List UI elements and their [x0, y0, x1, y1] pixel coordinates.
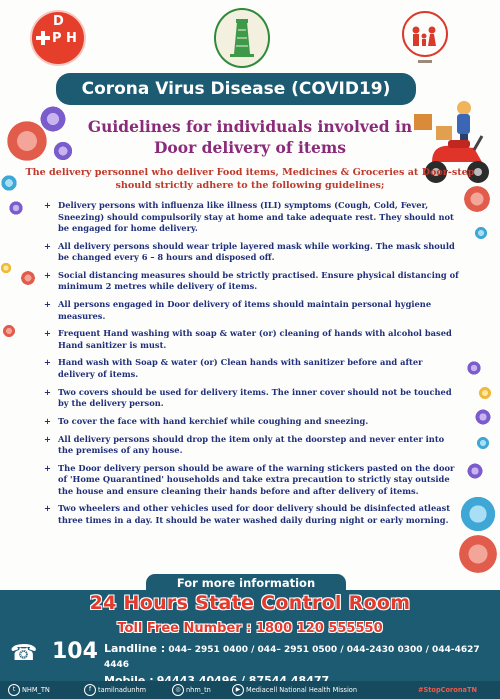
nhm-logo [394, 8, 456, 66]
virus-icon [0, 262, 12, 274]
landline-label: Landline : [104, 642, 166, 655]
bullet-icon: + [44, 357, 51, 368]
more-info-tab: For more information [146, 574, 346, 592]
virus-icon [474, 226, 488, 240]
list-item [44, 270, 460, 293]
bullet-icon: + [44, 240, 51, 251]
social-twitter[interactable] [8, 681, 50, 699]
virus-icon [466, 462, 484, 480]
list-item [44, 328, 460, 351]
list-item [44, 200, 460, 235]
dph-cross-icon [32, 12, 84, 64]
bullet-icon: + [44, 415, 51, 426]
list-item [44, 357, 460, 380]
youtube-icon: ▶ [232, 684, 244, 696]
virus-icon [8, 200, 24, 216]
facebook-handle: tamilnadunhm [98, 686, 147, 694]
guideline-text: Social distancing measures should be strictly practised. Ensure physical distancing of minimum 2 metres while delivery of items. [58, 269, 459, 292]
list-item [44, 241, 460, 264]
list-item [44, 434, 460, 457]
nhm-family-icon [394, 8, 456, 66]
instagram-handle: nhm_tn [186, 686, 211, 694]
list-item [44, 416, 460, 428]
guideline-text: All persons engaged in Door delivery of items should maintain personal hygiene measures. [58, 299, 432, 321]
list-item [44, 503, 460, 526]
phone-icon: ☎ [10, 641, 38, 666]
social-youtube[interactable] [232, 681, 357, 699]
guideline-text: Hand wash with Soap & water (or) Clean hands with sanitizer before and after delivery of items. [58, 357, 423, 379]
social-bar [0, 681, 500, 699]
bullet-icon: + [44, 200, 51, 210]
landline-numbers: 044– 2951 0400 / 044– 2951 0500 / 044-2430 0300 / 044-4627 4446 [104, 645, 480, 670]
toll-free-number: Toll Free Number : 1800 120 555550 [117, 621, 383, 636]
bullet-icon: + [44, 386, 51, 397]
guideline-text: Two covers should be used for delivery items. The inner cover should not be touched by the delivery person. [58, 386, 452, 409]
dph-logo-letter: P [52, 31, 62, 46]
contact-footer [0, 590, 500, 699]
virus-icon [458, 494, 498, 534]
subtitle-line: Door delivery of items [153, 138, 347, 157]
virus-icon [466, 360, 482, 376]
instagram-icon: ◎ [172, 684, 184, 696]
virus-icon [2, 324, 16, 338]
bullet-icon: + [44, 269, 51, 280]
list-item [44, 463, 460, 498]
twitter-handle: NHM_TN [22, 686, 50, 694]
virus-icon [476, 436, 490, 450]
social-instagram[interactable] [172, 681, 211, 699]
list-item [44, 387, 460, 410]
guideline-text: Delivery persons with influenza like illness (ILI) symptoms (Cough, Cold, Fever, Sneezing) should compulsorily stay at home and take adequate rest. They should not be engaged for home delivery. [58, 200, 454, 233]
guidelines-list [44, 200, 460, 533]
helpline-number: 104 [52, 639, 98, 664]
bullet-icon: + [44, 503, 51, 514]
temple-gopuram-icon [216, 10, 268, 66]
virus-icon [20, 270, 36, 286]
virus-icon [456, 532, 500, 576]
virus-icon [474, 408, 492, 426]
social-facebook[interactable] [84, 681, 146, 699]
hashtag: #StopCoronaTN [418, 686, 477, 694]
page-title: Corona Virus Disease (COVID19) [56, 73, 416, 105]
bullet-icon: + [44, 328, 51, 339]
bullet-icon: + [44, 433, 51, 444]
guideline-text: Frequent Hand washing with soap & water (or) cleaning of hands with alcohol based Hand sanitizer is must. [58, 328, 452, 350]
landline-row [104, 641, 500, 673]
dph-logo-letter: D [53, 14, 64, 29]
guideline-text: The Door delivery person should be aware of the warning stickers pasted on the door of 'Home Quarantined' households and take extra precaution to strictly stay outside the house and ensure cleaning their hands before and after delivery of items. [58, 462, 455, 496]
intro-text: The delivery personnel who deliver Food items, Medicines & Groceries at Door-step should strictly adhere to the following guidelines; [25, 167, 475, 191]
guidelines-subtitle [60, 116, 440, 158]
bullet-icon: + [44, 299, 51, 310]
control-room-heading: 24 Hours State Control Room [89, 592, 411, 614]
guideline-text: All delivery persons should drop the item only at the doorstep and never enter into the premises of any house. [58, 433, 445, 455]
twitter-icon: t [8, 684, 20, 696]
virus-icon [0, 174, 18, 192]
dph-logo-letter: H [66, 31, 77, 46]
subtitle-line: Guidelines for individuals involved in [87, 117, 413, 136]
facebook-icon: f [84, 684, 96, 696]
virus-icon [478, 386, 492, 400]
youtube-channel: Mediacell National Health Mission [246, 686, 358, 694]
guideline-text: Two wheelers and other vehicles used for door delivery should be disinfected atleast three times in a day. It should be water washed daily during night or early morning. [58, 503, 451, 525]
guideline-text: All delivery persons should wear triple layered mask while working. The mask should be changed every 6 – 8 hours and disposed off. [58, 240, 455, 263]
dph-logo [32, 12, 84, 64]
tamilnadu-emblem [214, 8, 270, 68]
bullet-icon: + [44, 462, 51, 473]
guideline-text: To cover the face with hand kerchief while coughing and sneezing. [58, 415, 369, 426]
list-item [44, 299, 460, 322]
